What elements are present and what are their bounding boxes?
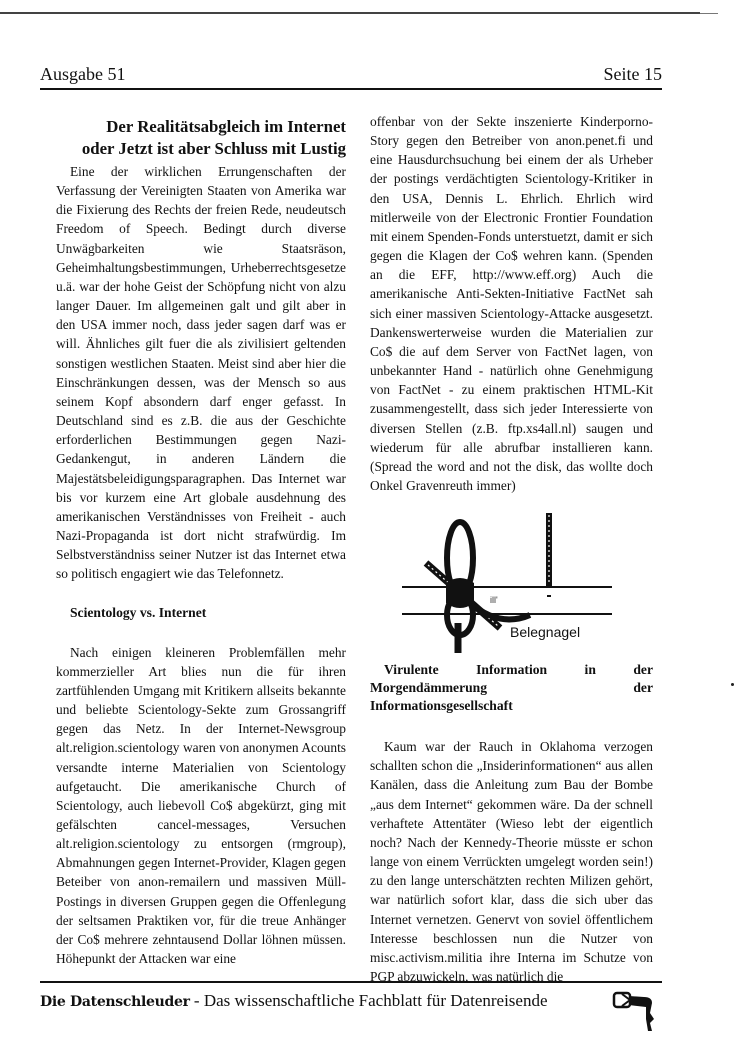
- scan-speck: [731, 683, 734, 686]
- page-header: [40, 60, 662, 90]
- footer-separator: -: [189, 991, 204, 1010]
- article-paragraph: offenbar von der Sekte inszenierte Kinderporno-Story gegen den Betreiber von anon.penet.fi und eine Hausdurchsuchung bei einem der als Urheber der postings verdächtigten Scientology-Kritiker in den USA, Dennis L. Ehrlich. Ehrlich wird mitlerweile von der Electronic Frontier Foundation mit einem Spenden-Fonds unterstuetzt, damit er sich gegen die Klagen der Co$ wehren kann. (Spenden an die EFF, http://www.eff.org) Auch die amerikanische Anti-Sekten-Initiative FactNet sah sich einer massiven Scientology-Attacke ausgesetzt. Dankenswerterweise wurden die Materialien zur Co$ die auf dem Server von FactNet lagen, von unbekannter Hand - natürlich ohne Genehmigung von FactNet - zu einem praktischen HTML-Kit zusammengestellt, dass sich jeder Interessierte von diversen Stellen (z.B. ftp.xs4all.nl) saugen und wiederum für alle abrufbar installieren kann. (Spread the word and not the disk, das wollte doch Onkel Gravenreuth immer): [370, 114, 653, 493]
- svg-text:ill': ill': [490, 595, 498, 606]
- page-footer: [40, 981, 662, 1010]
- article-title-line2: oder Jetzt ist aber Schluss mit Lustig: [81, 139, 346, 158]
- top-scan-rule: [0, 12, 700, 14]
- datenschleuder-logo-icon: [612, 989, 662, 1033]
- section-heading: Virulente Information in der Morgendämmerung der Informationsgesellschaft: [370, 662, 653, 714]
- magazine-tagline: Das wissenschaftliche Fachblatt für Datenreisende: [203, 991, 548, 1010]
- knot-figure: [370, 503, 653, 653]
- right-column: [370, 112, 653, 986]
- magazine-name: Die Datenschleuder: [40, 994, 190, 1010]
- page-number: Seite 15: [603, 64, 662, 84]
- footer-brand: [40, 991, 548, 1011]
- article-paragraph: Nach einigen kleineren Problemfällen mehr kommerzieller Art blies nun die für ihren zartfühlenden Umgang mit Kritikern allseits bekannte und beliebte Scientology-Sekte zum Grossangriff gegen das Netz. In der Internet-Newsgroup alt.religion.scientology waren von anonymen Acounts versandte interne Materialien von Scientology aufgetaucht. Die amerikanische Church of Scientology, auch liebevoll Co$ abgekürzt, ging mit gefälschten cancel-messages, Versuchen alt.religion.scientology zu entsorgen (rmgroup), Abmahnungen gegen Internet-Provider, Klagen gegen Beteiber von anon-remailern und massiven Müll-Postings in diversen Gruppen gegen die Offenlegung der seltsamen Praktiken vor, für die treue Anhänger der Co$ mehrere zehntausend Dollar löhnen müssen. Höhepunkt der Attacken war eine: [56, 644, 346, 967]
- section-heading: Scientology vs. Internet: [70, 605, 207, 621]
- article-paragraph: Eine der wirklichen Errungenschaften der Verfassung der Vereinigten Staaten von Amerika war die Fixierung des Rechts der freien Rede, neudeutsch Freedom of Speech. Bedingt durch diverse Unwägbarkeiten wie Staatsräson, Geheimhaltungsbestimmungen, Urheberrechtsgesetze u.ä. war der hohe Geist der Schöpfung nicht von alzu langer Dauer. Im allgemeinen galt und gilt aber in den USA immer noch, dass jeder sagen darf was er will. Ähnliches gilt fuer die als zivilisiert geltenden sonstigen westlichen Staaten. Meist sind aber hier die Einschränkungen dessen, was der Mensch so aus seinem Kopf absondern darf enger gefasst. In Deutschland sind es z.B. die aus der Geschichte erforderlichen Bestimmungen gegen Nazi-Gedankengut, in anderen Ländern die Majestätsbeleidigungsparagraphen. Das Internet war bis vor kurzem eine Art globale ausdehnung des amerikanischen Verständnisses von Freiheit - auch Nazi-Propaganda ist dort nicht strafwürdig. Im Selbstverständniss seiner Nutzer ist das Internet etwa so politisch engagiert wie das Telefonnetz.: [56, 164, 346, 582]
- issue-number: Ausgabe 51: [40, 64, 126, 84]
- article-paragraph: Kaum war der Rauch in Oklahoma verzogen schallten schon die „Insiderinformationen“ aus allen Kanälen, dass die Anleitung zum Bau der Bombe „aus dem Internet“ gekommen wäre. Da der schnell verhaftete Attentäter (Wieso lebt der eigentlich noch? Nach der Kennedy-Theorie müsste er schon lange von einem Verrückten umgelegt worden sein!) zu den lange unterschätzten rechten Milizen gehört, war natürlich sofort klar, dass die sich uber das Internet vernetzen. Genervt von soviel öffentlichem Interesse beschlossen nun die Nutzer von misc.activism.militia ihre Interna im Schutze von PGP abzuwickeln, was natürlich die: [370, 739, 653, 984]
- left-column: [56, 112, 346, 968]
- article-title: [56, 116, 346, 160]
- article-title-line1: Der Realitätsabgleich im Internet: [106, 117, 346, 136]
- figure-caption: Belegnagel: [510, 624, 581, 641]
- top-scan-mark: [700, 13, 718, 14]
